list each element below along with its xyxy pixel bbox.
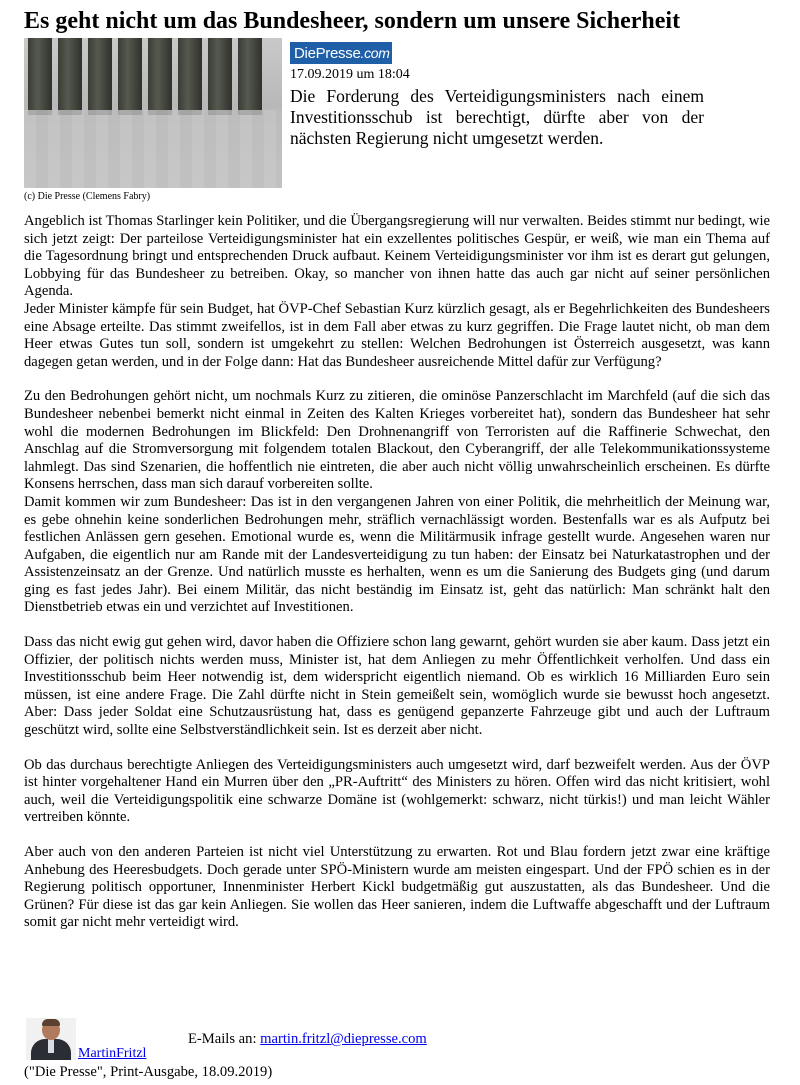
- article-lead: Die Forderung des Verteidigungsministers nach einem Investitionsschub ist berechtigt, dürfte aber von der nächsten Regierung nicht umgesetzt werden.: [290, 86, 704, 148]
- article-photo: [24, 38, 282, 188]
- source-note: ("Die Presse", Print-Ausgabe, 18.09.2019): [24, 1064, 273, 1080]
- article-body: [24, 213, 770, 949]
- emails-label: E-Mails an:: [188, 1031, 257, 1047]
- author-avatar: [26, 1018, 76, 1060]
- author-emails: [188, 1031, 427, 1048]
- publish-date: 17.09.2019 um 18:04: [290, 67, 410, 82]
- article-paragraph: Jeder Minister kämpfe für sein Budget, hat ÖVP-Chef Sebastian Kurz kürzlich gesagt, als er Begehrlichkeiten des Bundesheers eine Absage erteilte. Das stimmt zweifellos, ist in dem Fall aber etwas zu kurz gegriffen. Die Frage lautet nicht, ob man dem Heer etwas Gutes tun soll, sondern ist umgekehrt zu stellen: Welchen Bedrohungen ist Österreich ausgesetzt, was kann dagegen getan werden, und in der Folge dann: Hat das Bundesheer ausreichende Mittel dafür zur Verfügung?: [24, 300, 770, 370]
- article-paragraph: Ob das durchaus berechtigte Anliegen des Verteidigungsministers auch umgesetzt wird, darf bezweifelt werden. Aus der ÖVP ist hinter vorgehaltener Hand ein Murren über den „PR-Auftritt“ des Ministers zu hören. Offen wird das nicht kritisiert, wohl auch, weil die Verteidigungspolitik eine schwarze Domäne ist (wohlgemerkt: schwarz, nicht türkis!) und man leicht Wähler vertreiben könnte.: [24, 756, 770, 826]
- author-email-link[interactable]: martin.fritzl@diepresse.com: [260, 1031, 427, 1047]
- logo-suffix: .com: [360, 45, 390, 61]
- soldiers-image: [24, 38, 282, 110]
- article-paragraph: Damit kommen wir zum Bundesheer: Das ist in den vergangenen Jahren von einer Politik, die mehrheitlich der Meinung war, es gebe ohnehin keine sonderlichen Bedrohungen mehr, sträflich vernachlässigt worden. Bestenfalls war es als Aufputz bei festlichen Anlässen gern gesehen. Emotional wurde es, wenn die Militärmusik infrage gestellt wurde. Angesehen waren nur Aufgaben, die eigentlich nur am Rande mit der Landesverteidigung zu tun haben: der Einsatz bei Naturkatastrophen und der Assistenzeinsatz an der Grenze. Und natürlich musste es herhalten, wenn es um die Sanierung des Budgets ging (und darum ging es fast jedes Jahr). Bei einem Militär, das nicht beständig im Einsatz ist, geht das natürlich: Man schränkt halt den Dienstbetrieb etwas ein und verzichtet auf Investitionen.: [24, 493, 770, 616]
- article-paragraph: Angeblich ist Thomas Starlinger kein Politiker, und die Übergangsregierung will nur verwalten. Beides stimmt nur bedingt, wie sich jetzt zeigt: Der parteilose Verteidigungsminister hat ein exzellentes politisches Gespür, er weiß, wie man ein Thema auf die Tagesordnung bringt und entsprechenden Druck aufbaut. Keinem Verteidigungsminister vor ihm ist es derart gut gelungen, Lobbying für das Bundesheer zu betreiben. Okay, so mancher von ihnen hatte das auch gar nicht auf seiner persönlichen Agenda.: [24, 213, 770, 300]
- photo-caption: (c) Die Presse (Clemens Fabry): [24, 191, 151, 202]
- article-title: Es geht nicht um das Bundesheer, sondern um unsere Sicherheit: [24, 8, 681, 34]
- article-paragraph: Zu den Bedrohungen gehört nicht, um nochmals Kurz zu zitieren, die ominöse Panzerschlacht im Marchfeld (auf die sich das Bundesheer nebenbei bemerkt nicht einmal in Zeiten des Kalten Krieges vorbereitet hat), sondern das Bundesheer hat sehr wohl die modernen Bedrohungen im Blickfeld: Den Drohnenangriff von Terroristen auf die Raffinerie Schwechat, den Anschlag auf die Stromversorgung mit folgendem totalen Blackout, den Cyberangriff, der alle Telekommunikationssysteme lahmlegt. Das sind Szenarien, die hoffentlich nie eintreten, die aber auch nicht völlig unwahrscheinlich erscheinen. Es dürfte Konsens herrschen, dass man sich darauf vorbereiten sollte.: [24, 388, 770, 493]
- logo-text: DiePresse: [294, 45, 361, 62]
- article-paragraph: Dass das nicht ewig gut gehen wird, davor haben die Offiziere schon lang gewarnt, gehört wurden sie aber kaum. Dass jetzt ein Offizier, der politisch nichts werden muss, Minister ist, hat dem Anliegen zu mehr Öffentlichkeit verholfen. Und dass ein Investitionsschub beim Heer notwendig ist, dem widerspricht eigentlich niemand. Ob es wirklich 16 Milliarden Euro sein müssen, ist eine andere Frage. Die Zahl dürfte nicht in Stein gemeißelt sein, womöglich wurde sie bewusst hoch angesetzt. Aber: Dass jeder Soldat eine Schutzausrüstung hat, dass es genügend gepanzerte Fahrzeuge gibt und auch der Luftraum geschützt wird, sollte eine Selbstverständlichkeit sein. Ist es derzeit aber nicht.: [24, 634, 770, 739]
- author-link[interactable]: MartinFritzl: [78, 1046, 147, 1061]
- article-paragraph: Aber auch von den anderen Parteien ist nicht viel Unterstützung zu erwarten. Rot und Blau fordern jetzt zwar eine kräftige Anhebung des Heeresbudgets. Doch gerade unter SPÖ-Ministern wurde am meisten eingespart. Und der FPÖ schien es in der Regierung politisch opportuner, Innenminister Herbert Kickl budgetmäßig gut auszustatten, als das Bundesheer. Und die Grünen? Für diese ist das gar kein Anliegen. Sie wollen das Heer sanieren, indem die Luftwaffe abgeschafft und der Luftraum somit gar nicht mehr verteidigt wird.: [24, 844, 770, 931]
- publication-logo: [290, 42, 392, 64]
